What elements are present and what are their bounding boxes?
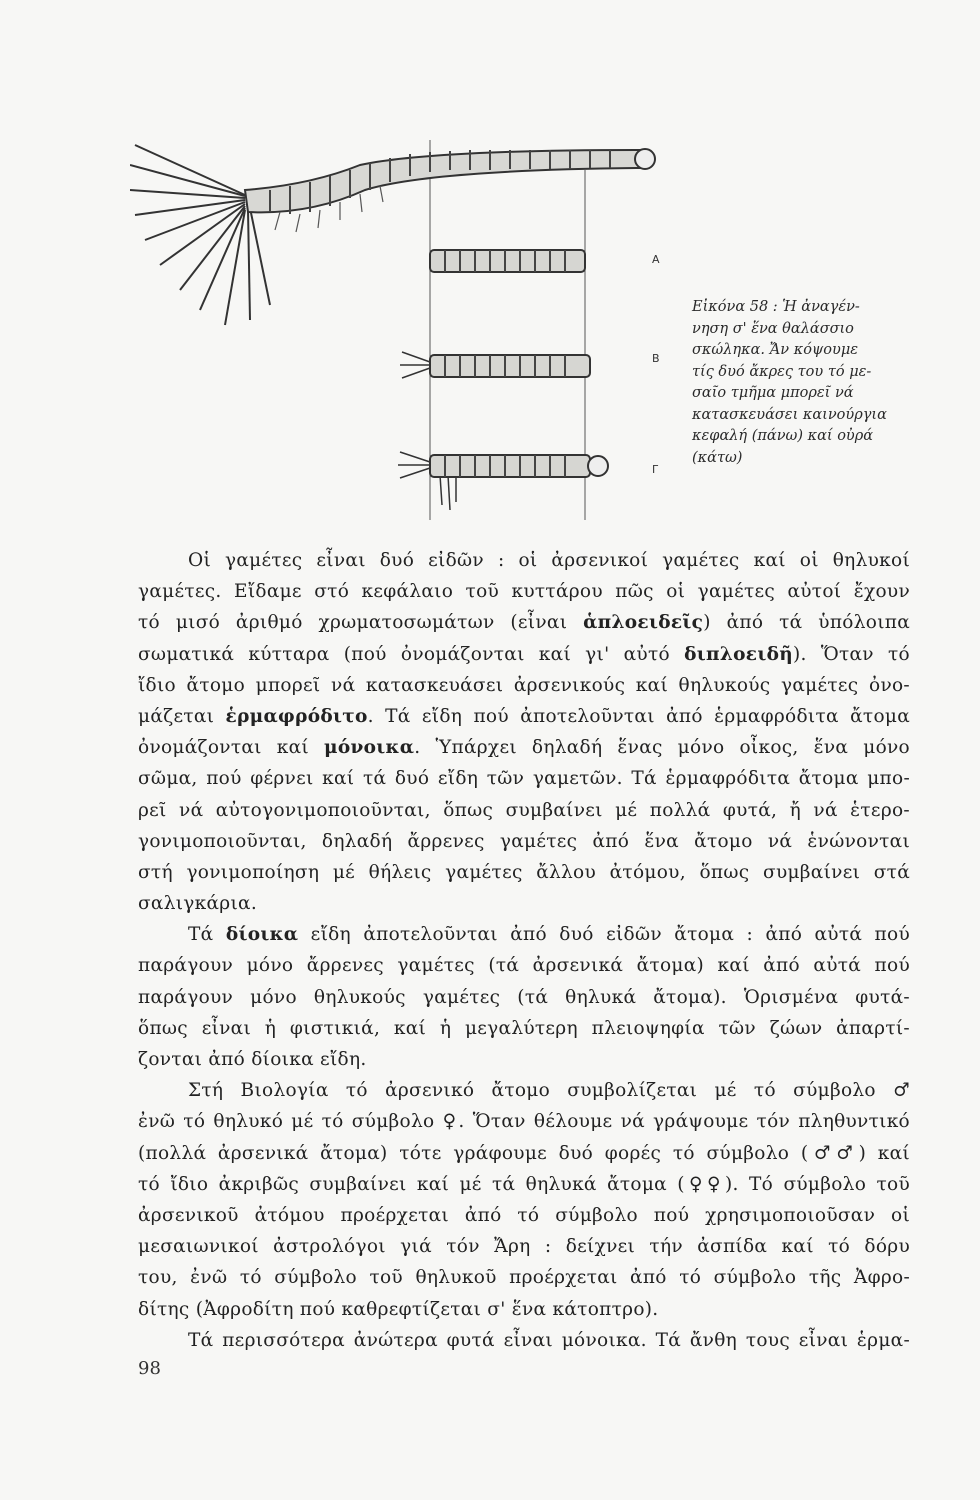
caption-line: σαῖο τμῆμα μπορεῖ νά [692,385,854,401]
text-line: Τά περισσότερα ἀνώτερα φυτά εἶναι μόνοικα. Τά ἄνθη τους εἶναι ἑρμα- [188,1329,910,1351]
text-line: ἴδιο ἄτομο μπορεῖ νά κατασκευάσει ἀρσενικούς καί θηλυκούς γαμέτες ὀνο- [138,674,910,696]
figure-label-a: A [652,253,660,266]
text-line: ὀνομάζονται καί μόνοικα. Ὑπάρχει δηλαδή ἕνας μόνο οἶκος, ἕνα μόνο [138,737,910,759]
worm-tail-fan [130,145,270,325]
worm-segment-b [400,352,590,378]
text-line: γαμέτες. Εἴδαμε στό κεφάλαιο τοῦ κυττάρου πῶς οἱ γαμέτες αὐτοί ἔχουν [138,581,910,603]
worm-segment-a [430,250,585,272]
text-line: (πολλά ἀρσενικά ἄτομα) τότε γράφουμε δυό φορές τό σύμβολο (♂♂) καί [138,1142,910,1164]
text-line: μεσαιωνικοί ἀστρολόγοι γιά τόν Ἄρη : δείχνει τήν ἀσπίδα καί τό δόρυ [138,1236,910,1258]
caption-line: νηση σ' ἕνα θαλάσσιο [692,320,854,337]
text-line: σῶμα, πού φέρνει καί τά δυό εἴδη τῶν γαμετῶν. Τά ἑρμαφρόδιτα ἄτομα μπο- [138,768,910,790]
text-line: ἐνῶ τό θηλυκό μέ τό σύμβολο ♀. Ὅταν θέλουμε νά γράψουμε τόν πληθυντικό [138,1111,910,1133]
caption-line: (κάτω) [692,449,743,466]
caption-line: σκώληκα. Ἄν κόψουμε [692,342,859,358]
paragraph-3 [138,1075,910,1325]
worm-body-top [245,149,655,232]
text-line: μάζεται ἑρμαφρόδιτο. Τά εἴδη πού ἀποτελοῦνται ἀπό ἑρμαφρόδιτα ἄτομα [138,705,910,727]
body-text [138,545,910,1356]
text-line: γονιμοποιοῦνται, δηλαδή ἄρρενες γαμέτες ἀπό ἕνα ἄτομο νά ἑνώνονται [138,830,910,852]
caption-line: κεφαλή (πάνω) καί οὐρά [692,428,874,444]
text-line: ὅπως εἶναι ἡ φιστικιά, καί ἡ μεγαλύτερη πλειοψηφία τῶν ζώων ἀπαρτί- [138,1017,910,1039]
text-line: παράγουν μόνο θηλυκούς γαμέτες (τά θηλυκά ἄτομα). Ὁρισμένα φυτά- [138,986,910,1008]
caption-line: τίς δυό ἄκρες του τό με- [692,363,872,380]
text-line: τό μισό ἀριθμό χρωματοσωμάτων (εἶναι ἁπλοειδεῖς) ἀπό τά ὑπόλοιπα [138,612,911,634]
text-line: Τά δίοικα εἴδη ἀποτελοῦνται ἀπό δυό εἰδῶν ἄτομα : ἀπό αὐτά πού [188,924,910,946]
caption-line: Εἰκόνα 58 : Ἡ ἀναγέν- [692,299,860,315]
text-line: στή γονιμοποίηση μέ θήλεις γαμέτες ἄλλου ἀτόμου, ὅπως συμβαίνει στά [138,861,910,883]
text-line: ἀρσενικοῦ ἀτόμου προέρχεται ἀπό τό σύμβολο πού χρησιμοποιοῦσαν οἱ [138,1204,910,1226]
term-diploid: διπλοειδῆ [684,643,793,665]
figure-caption [692,297,922,469]
sea-worm-regeneration-figure [130,130,670,530]
paragraph-2 [138,919,910,1075]
figure [0,0,980,530]
text-line: ρεῖ νά αὐτογονιμοποιοῦνται, ὅπως συμβαίνει μέ πολλά φυτά, ἤ νά ἑτερο- [138,799,910,821]
figure-label-b: B [652,352,660,365]
text-line: τό ἴδιο ἀκριβῶς συμβαίνει καί μέ τά θηλυκά ἄτομα (♀♀). Τό σύμβολο τοῦ [138,1173,910,1195]
term-monoecious: μόνοικα [324,737,415,759]
term-dioecious: δίοικα [225,924,299,946]
text-line: σωματικά κύτταρα (πού ὀνομάζονται καί γι' αὐτό διπλοειδῆ). Ὅταν τό [138,643,910,665]
paragraph-1 [138,545,910,919]
text-line: παράγουν μόνο ἄρρενες γαμέτες (τά ἀρσενικά ἄτομα) καί ἀπό αὐτά πού [138,955,910,977]
page-number: 98 [138,1358,161,1379]
text-line: του, ἐνῶ τό σύμβολο τοῦ θηλυκοῦ προέρχεται ἀπό τό σύμβολο τῆς Ἀφρο- [138,1267,910,1289]
text-line: Στή Βιολογία τό ἀρσενικό ἄτομο συμβολίζεται μέ τό σύμβολο ♂ [188,1080,910,1102]
text-line: ζονται ἀπό δίοικα εἴδη. [138,1049,367,1070]
paragraph-4 [138,1325,910,1356]
caption-line: κατασκευάσει καινούργια [692,406,887,423]
text-line: δίτης (Ἀφροδίτη πού καθρεφτίζεται σ' ἕνα κάτοπτρο). [138,1298,659,1320]
figure-label-g: Γ [652,463,659,476]
text-line: Οἱ γαμέτες εἶναι δυό εἰδῶν : οἱ ἀρσενικοί γαμέτες καί οἱ θηλυκοί [188,550,910,571]
term-hermaphrodite: ἑρμαφρόδιτο [225,705,368,727]
text-line: σαλιγκάρια. [138,893,258,915]
term-haploid: ἁπλοειδεῖς [583,612,704,634]
